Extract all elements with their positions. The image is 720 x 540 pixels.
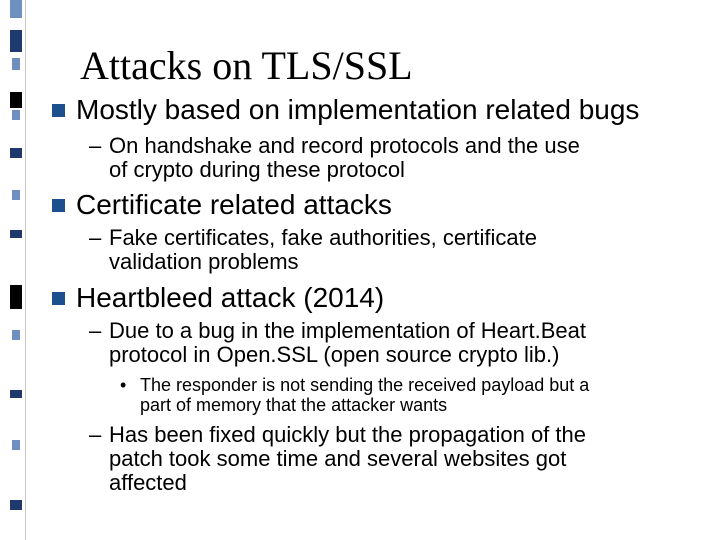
slide-title: Attacks on TLS/SSL [80,43,413,88]
sub-bullet-line: On handshake and record protocols and the use [109,133,580,158]
sub-sub-bullet-line: part of memory that the attacker wants [140,395,448,415]
bullet-2: Certificate related attacks [76,189,392,220]
bullet-square-icon [52,199,65,212]
sub-bullet-line: patch took some time and several websites got [109,446,567,471]
sub-sub-bullet-line: The responder is not sending the received payload but a [140,375,590,395]
dash-marker: – [89,422,102,447]
sub-bullet-line: Has been fixed quickly but the propagation of the [109,422,586,447]
dot-marker: • [120,375,127,395]
dash-marker: – [89,318,102,343]
dash-marker: – [89,225,102,250]
bullet-1: Mostly based on implementation related bugs [76,94,640,125]
sub-bullet-line: Due to a bug in the implementation of Heart.Beat [109,318,586,343]
bullet-3: Heartbleed attack (2014) [76,282,385,313]
sub-bullet-line: of crypto during these protocol [109,157,405,182]
sub-bullet-line: protocol in Open.SSL (open source crypto lib.) [109,342,560,367]
decorative-left-strip [0,0,30,540]
bullet-square-icon [52,292,65,305]
dash-marker: – [89,133,102,158]
sub-bullet-line: Fake certificates, fake authorities, certificate [109,225,537,250]
sub-bullet-line: affected [109,470,187,495]
bullet-square-icon [52,104,65,117]
sub-bullet-line: validation problems [109,249,299,274]
